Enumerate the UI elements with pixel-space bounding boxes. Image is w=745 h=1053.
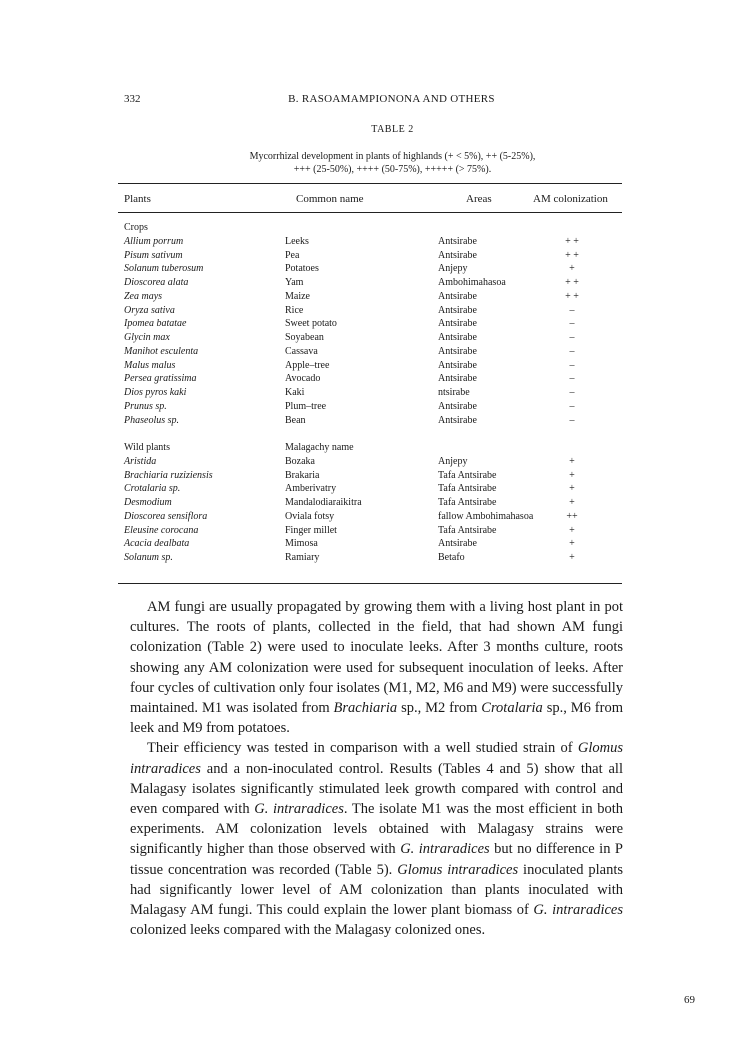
common-name-cell: Plum–tree bbox=[285, 400, 327, 412]
table-caption-line-2: +++ (25-50%), ++++ (50-75%), +++++ (> 75%). bbox=[293, 164, 492, 175]
text-run-italic: Crotalaria bbox=[481, 700, 543, 717]
species-cell: Eleusine corocana bbox=[124, 524, 199, 536]
area-cell: Tafa Antsirabe bbox=[438, 483, 497, 495]
am-colonization-cell: – bbox=[569, 400, 575, 412]
species-cell: Ipomea batatae bbox=[124, 318, 187, 330]
am-colonization-cell: – bbox=[569, 387, 575, 398]
text-run-italic: G. intraradices bbox=[400, 841, 490, 858]
common-name-cell: Leeks bbox=[285, 235, 309, 247]
am-colonization-cell: – bbox=[569, 318, 575, 330]
area-cell: Tafa Antsirabe bbox=[438, 524, 497, 536]
am-colonization-cell: + bbox=[569, 497, 575, 508]
text-run: sp., M2 from bbox=[397, 700, 482, 717]
species-cell: Phaseolus sp. bbox=[124, 414, 179, 426]
area-cell: ntsirabe bbox=[438, 387, 470, 398]
area-cell: Ambohimahasoa bbox=[438, 277, 506, 288]
body-text bbox=[130, 597, 623, 940]
species-cell: Solanum tuberosum bbox=[124, 263, 204, 275]
common-name-cell: Mimosa bbox=[285, 538, 318, 550]
am-colonization-cell: – bbox=[569, 373, 575, 385]
area-cell: Antsirabe bbox=[438, 304, 477, 316]
area-cell: Antsirabe bbox=[438, 400, 477, 412]
common-name-cell: Bean bbox=[285, 414, 306, 426]
table-top-rule bbox=[118, 183, 622, 184]
table-header-rule bbox=[118, 212, 622, 213]
common-name-cell: Pea bbox=[285, 249, 300, 261]
species-cell: Pisum sativum bbox=[124, 249, 183, 261]
column-header-am-colonization: AM colonization bbox=[533, 193, 608, 205]
am-colonization-cell: + bbox=[569, 524, 575, 536]
common-name-cell: Soyabean bbox=[285, 332, 324, 343]
area-cell: Anjepy bbox=[438, 263, 468, 275]
species-cell: Prunus sp. bbox=[124, 400, 167, 412]
species-cell: Solanum sp. bbox=[124, 552, 173, 563]
species-cell: Oryza sativa bbox=[124, 304, 175, 316]
area-cell: Antsirabe bbox=[438, 373, 477, 385]
species-cell: Malus malus bbox=[124, 359, 176, 371]
common-name-cell: Avocado bbox=[285, 373, 321, 385]
area-cell: Antsirabe bbox=[438, 414, 477, 426]
group-name-header: Malagachy name bbox=[285, 442, 354, 453]
common-name-cell: Oviala fotsy bbox=[285, 510, 335, 522]
common-name-cell: Maize bbox=[285, 290, 310, 302]
area-cell: fallow Ambohimahasoa bbox=[438, 510, 534, 522]
area-cell: Antsirabe bbox=[438, 235, 477, 247]
text-run: but no difference in P tissue concentration was recorded (Table 5). bbox=[130, 841, 623, 878]
running-head: B. RASOAMAMPIONONA AND OTHERS bbox=[288, 93, 495, 105]
am-colonization-cell: + bbox=[569, 469, 575, 481]
species-cell: Crotalaria sp. bbox=[124, 483, 181, 495]
am-colonization-cell: + bbox=[569, 483, 575, 495]
common-name-cell: Amberivatry bbox=[285, 483, 337, 495]
species-cell: Acacia dealbata bbox=[124, 538, 190, 550]
species-cell: Brachiaria ruziziensis bbox=[124, 469, 213, 481]
common-name-cell: Sweet potato bbox=[285, 318, 337, 330]
area-cell: Tafa Antsirabe bbox=[438, 469, 497, 481]
text-run: AM fungi are usually propagated by growing them with a living host plant in pot cultures. The roots of plants, collected in the field, that had shown AM fungi colonization (Table 2) were used to inoculate leeks. After 3 months culture, roots showing any AM colonization were used for subsequent inoculation of leeks. After four cycles of cultivation only four isolates (M1, M2, M6 and M9) were successfully maintained. M1 was isolated from bbox=[130, 599, 623, 717]
am-colonization-cell: – bbox=[569, 414, 575, 426]
table-caption-line-1: Mycorrhizal development in plants of highlands (+ < 5%), ++ (5-25%), bbox=[249, 151, 536, 162]
am-colonization-cell: + bbox=[569, 455, 575, 467]
page-number-bottom: 69 bbox=[684, 994, 695, 1006]
species-cell: Dioscorea alata bbox=[124, 277, 189, 288]
column-header-common-name: Common name bbox=[296, 193, 364, 205]
species-cell: Desmodium bbox=[124, 497, 172, 508]
species-cell: Dios pyros kaki bbox=[124, 387, 187, 398]
am-colonization-cell: + bbox=[569, 552, 575, 563]
am-colonization-cell: ++ bbox=[566, 510, 578, 522]
column-header-plants: Plants bbox=[124, 193, 151, 205]
am-colonization-cell: + bbox=[569, 263, 575, 275]
text-run: Their efficiency was tested in comparison with a well studied strain of bbox=[147, 740, 578, 757]
am-colonization-cell: + + bbox=[565, 290, 579, 302]
am-colonization-cell: + + bbox=[565, 277, 579, 288]
area-cell: Antsirabe bbox=[438, 345, 477, 357]
common-name-cell: Mandalodiaraikitra bbox=[285, 497, 362, 508]
text-run: colonized leeks compared with the Malagasy colonized ones. bbox=[130, 922, 486, 939]
text-run-italic: G. intraradices bbox=[254, 801, 344, 818]
species-cell: Persea gratissima bbox=[124, 373, 197, 385]
area-cell: Antsirabe bbox=[438, 359, 477, 371]
area-cell: Antsirabe bbox=[438, 249, 477, 261]
common-name-cell: Rice bbox=[285, 304, 304, 316]
species-cell: Manihot esculenta bbox=[124, 345, 199, 357]
table-bottom-rule bbox=[118, 583, 622, 584]
species-cell: Allium porrum bbox=[124, 235, 184, 247]
common-name-cell: Kaki bbox=[285, 387, 305, 398]
page-number-top: 332 bbox=[124, 93, 141, 105]
column-header-areas: Areas bbox=[466, 193, 492, 205]
am-colonization-cell: + bbox=[569, 538, 575, 550]
common-name-cell: Apple–tree bbox=[285, 359, 330, 371]
species-cell: Zea mays bbox=[124, 290, 163, 302]
common-name-cell: Finger millet bbox=[285, 524, 337, 536]
text-run-italic: G. intraradices bbox=[533, 902, 623, 919]
group-label: Crops bbox=[124, 222, 148, 233]
species-cell: Glycin max bbox=[124, 332, 170, 343]
common-name-cell: Cassava bbox=[285, 345, 318, 357]
text-run: and a non-inoculated control. Results (Tables 4 and 5) show that all Malagasy isolates significantly stimulated leek growth compared with control and even compared with bbox=[130, 760, 623, 818]
am-colonization-cell: – bbox=[569, 332, 575, 343]
text-run-italic: Brachiaria bbox=[333, 700, 398, 717]
common-name-cell: Potatoes bbox=[285, 263, 319, 275]
text-run: sp., M6 from leek and M9 from potatoes. bbox=[130, 700, 623, 737]
area-cell: Antsirabe bbox=[438, 318, 477, 330]
area-cell: Antsirabe bbox=[438, 332, 477, 343]
text-run: inoculated plants had significantly lower level of AM colonization than plants inoculated with Malagasy AM fungi. This could explain the lower plant biomass of bbox=[130, 861, 623, 919]
text-run: . The isolate M1 was the most efficient in both experiments. AM colonization levels obtained with Malagasy strains were significantly higher than those observed with bbox=[130, 801, 623, 858]
area-cell: Antsirabe bbox=[438, 538, 477, 550]
area-cell: Tafa Antsirabe bbox=[438, 497, 497, 508]
common-name-cell: Yam bbox=[285, 277, 304, 288]
group-label: Wild plants bbox=[124, 442, 170, 453]
common-name-cell: Brakaria bbox=[285, 469, 320, 481]
am-colonization-cell: – bbox=[569, 359, 575, 371]
species-cell: Aristida bbox=[124, 455, 157, 467]
common-name-cell: Ramiary bbox=[285, 552, 320, 563]
am-colonization-cell: – bbox=[569, 345, 575, 357]
paragraph-1 bbox=[130, 597, 623, 738]
am-colonization-cell: + + bbox=[565, 249, 579, 261]
am-colonization-cell: + + bbox=[565, 235, 579, 247]
area-cell: Antsirabe bbox=[438, 290, 477, 302]
paragraph-2 bbox=[130, 738, 623, 940]
text-run-italic: Glomus intraradices bbox=[130, 740, 623, 777]
species-cell: Dioscorea sensiflora bbox=[124, 510, 208, 522]
am-colonization-cell: – bbox=[569, 304, 575, 316]
table-title: TABLE 2 bbox=[371, 124, 414, 135]
area-cell: Anjepy bbox=[438, 455, 468, 467]
text-run-italic: Glomus intraradices bbox=[397, 861, 519, 878]
common-name-cell: Bozaka bbox=[285, 455, 315, 467]
area-cell: Betafo bbox=[438, 552, 465, 563]
